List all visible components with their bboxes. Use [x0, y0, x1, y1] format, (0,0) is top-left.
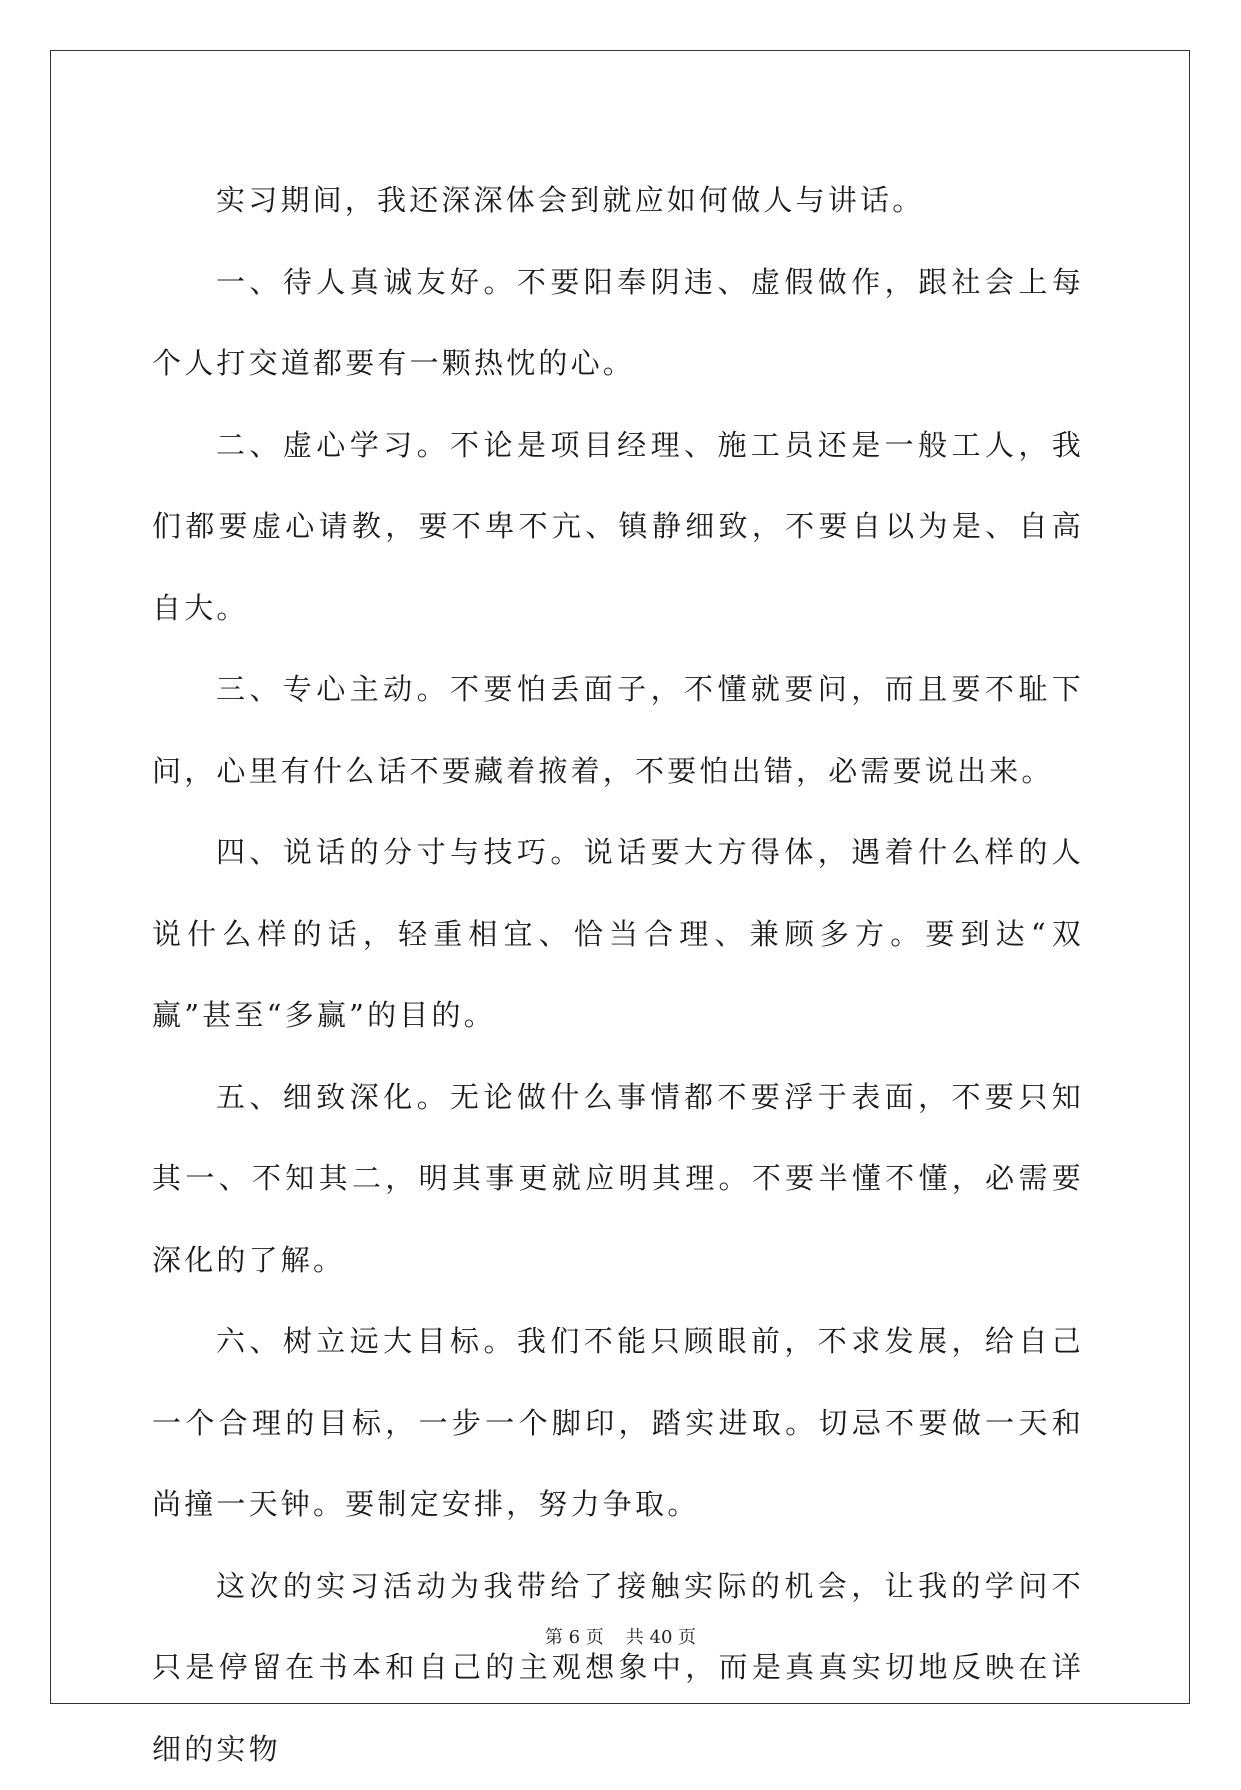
paragraph: 实习期间，我还深深体会到就应如何做人与讲话。 [152, 160, 1084, 242]
paragraph: 三、专心主动。不要怕丢面子，不懂就要问，而且要不耻下问，心里有什么话不要藏着掖着，不要怕出错，必需要说出来。 [152, 649, 1084, 812]
page-number: 第 6 页 [545, 1626, 604, 1650]
paragraph: 一、待人真诚友好。不要阳奉阴违、虚假做作，跟社会上每个人打交道都要有一颗热忱的心。 [152, 242, 1084, 405]
paragraph: 五、细致深化。无论做什么事情都不要浮于表面，不要只知其一、不知其二，明其事更就应明其理。不要半懂不懂，必需要深化的了解。 [152, 1057, 1084, 1302]
paragraph: 这次的实习活动为我带给了接触实际的机会，让我的学问不只是停留在书本和自己的主观想象中，而是真真实切地反映在详细的实物 [152, 1546, 1084, 1790]
page-footer [0, 1626, 1241, 1650]
paragraph: 四、说话的分寸与技巧。说话要大方得体，遇着什么样的人说什么样的话，轻重相宜、恰当合理、兼顾多方。要到达“双赢”甚至“多赢”的目的。 [152, 812, 1084, 1057]
page-total: 共 40 页 [626, 1626, 696, 1650]
paragraph: 二、虚心学习。不论是项目经理、施工员还是一般工人，我们都要虚心请教，要不卑不亢、镇静细致，不要自以为是、自高自大。 [152, 405, 1084, 650]
document-body [152, 160, 1084, 1790]
paragraph: 六、树立远大目标。我们不能只顾眼前，不求发展，给自己一个合理的目标，一步一个脚印，踏实进取。切忌不要做一天和尚撞一天钟。要制定安排，努力争取。 [152, 1301, 1084, 1546]
